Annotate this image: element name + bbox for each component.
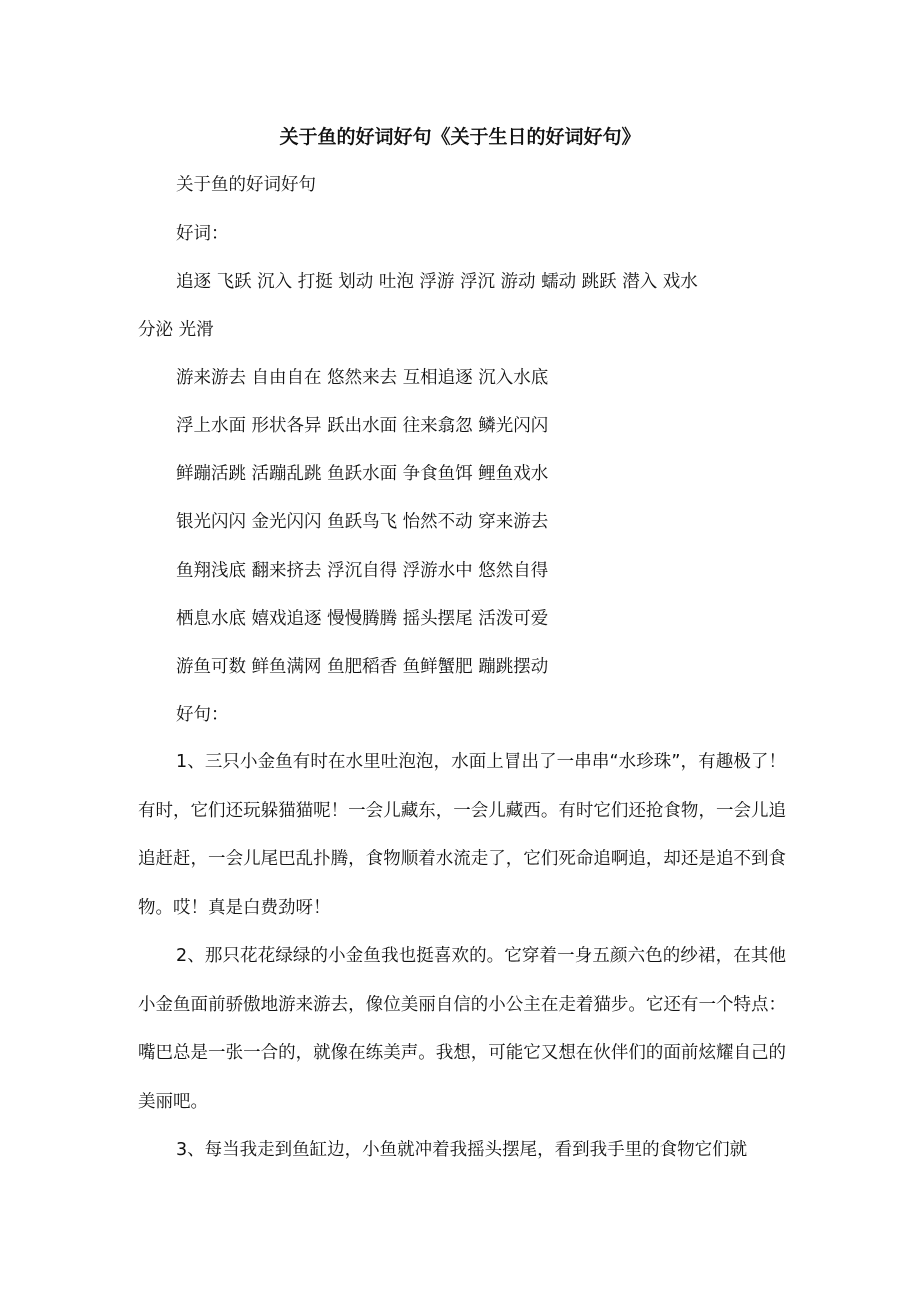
- phrase-line: 游鱼可数 鲜鱼满网 鱼肥稻香 鱼鲜蟹肥 蹦跳摆动: [176, 657, 549, 677]
- sentence-paragraph: 3、每当我走到鱼缸边，小鱼就冲着我摇头摆尾，看到我手里的食物它们就: [176, 1140, 748, 1160]
- sentence-paragraph: 2、那只花花绿绿的小金鱼我也挺喜欢的。它穿着一身五颜六色的纱裙，在其他小金鱼面前骄傲地游来游去，像位美丽自信的小公主在走着猫步。它还有一个特点：嘴巴总是一张一合的，就像在练美声。我想，可能它又想在伙伴们的面前炫耀自己的美丽吧。: [138, 946, 786, 1112]
- good-sentences-label: 好句：: [176, 705, 229, 725]
- document-title: 关于鱼的好词好句《关于生日的好词好句》: [279, 126, 641, 148]
- sentence-paragraph: 1、三只小金鱼有时在水里吐泡泡，水面上冒出了一串串“水珍珠”，有趣极了！有时，它们还玩躲猫猫呢！一会儿藏东，一会儿藏西。有时它们还抢食物，一会儿追追赶赶，一会儿尾巴乱扑腾，食物顺着水流走了，它们死命追啊追，却还是追不到食物。哎！真是白费劲呀！: [138, 752, 786, 918]
- subtitle: 关于鱼的好词好句: [176, 175, 316, 195]
- phrase-line: 游来游去 自由自在 悠然来去 互相追逐 沉入水底: [176, 368, 549, 388]
- phrase-line: 浮上水面 形状各异 跃出水面 往来翕忽 鳞光闪闪: [176, 416, 549, 436]
- word-line: 追逐 飞跃 沉入 打挺 划动 吐泡 浮游 浮沉 游动 蠕动 跳跃 潜入 戏水: [176, 272, 698, 292]
- phrase-line: 鱼翔浅底 翻来挤去 浮沉自得 浮游水中 悠然自得: [176, 561, 549, 581]
- phrase-line: 鲜蹦活跳 活蹦乱跳 鱼跃水面 争食鱼饵 鲤鱼戏水: [176, 464, 549, 484]
- word-line-wrap: 分泌 光滑: [138, 320, 214, 340]
- phrase-line: 银光闪闪 金光闪闪 鱼跃鸟飞 怡然不动 穿来游去: [176, 512, 549, 532]
- good-words-label: 好词：: [176, 224, 229, 244]
- phrase-line: 栖息水底 嬉戏追逐 慢慢腾腾 摇头摆尾 活泼可爱: [176, 609, 549, 629]
